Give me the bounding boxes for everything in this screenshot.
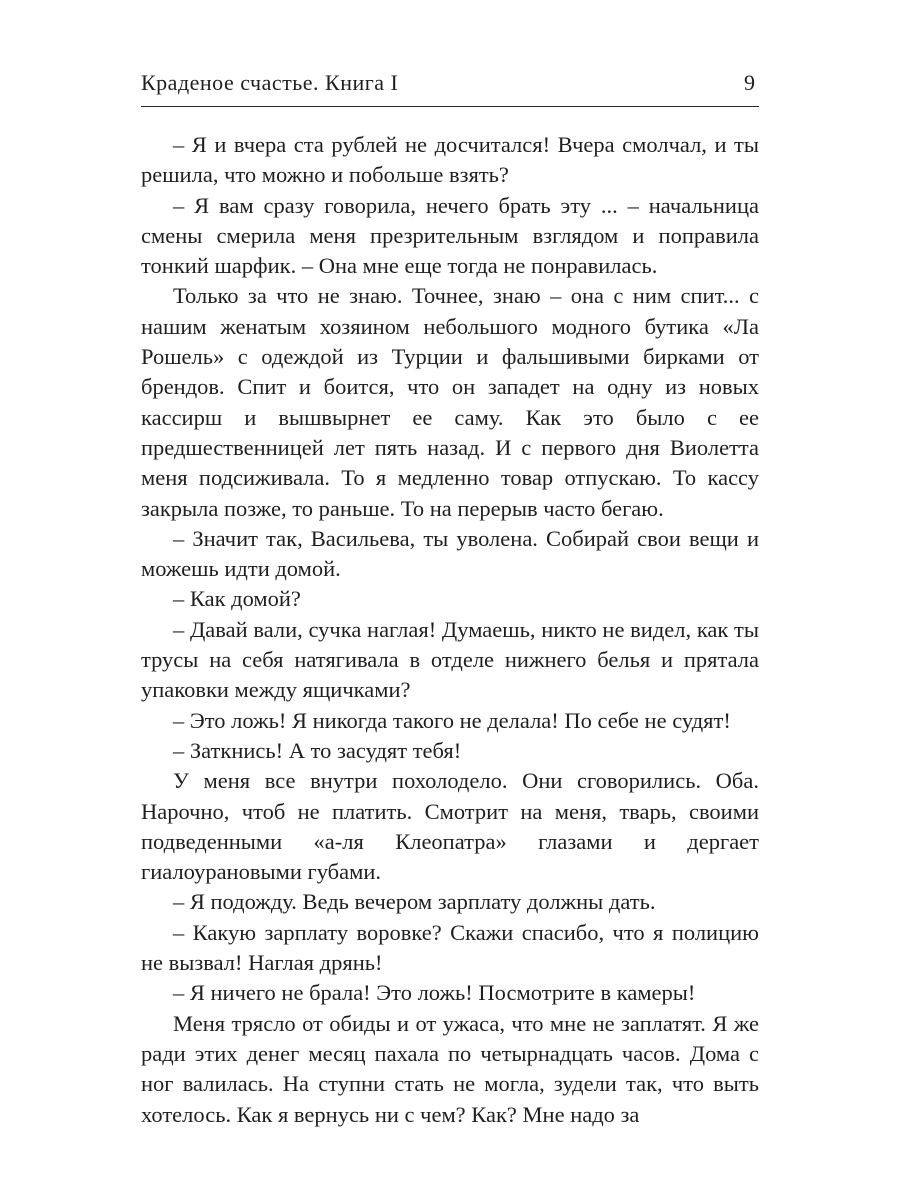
paragraph: – Я вам сразу говорила, нечего брать эту ... – начальница смены смерила меня презрительным взглядом и поправила тонкий шарфик. – Она мне еще тогда не понравилась.	[141, 192, 759, 279]
running-title: Краденое счастье. Книга I	[141, 70, 399, 95]
paragraph: – Значит так, Васильева, ты уволена. Собирай свои вещи и можешь идти домой.	[141, 525, 759, 582]
paragraph: – Я ничего не брала! Это ложь! Посмотрите в камеры!	[173, 980, 696, 1006]
paragraph: – Я подожду. Ведь вечером зарплату должны дать.	[173, 889, 656, 915]
header-rule	[141, 106, 759, 107]
body-text	[141, 130, 759, 1130]
paragraph: Только за что не знаю. Точнее, знаю – она с ним спит... с нашим женатым хозяином небольшого модного бутика «Ла Рошель» с одеждой из Турции и фальшивыми бирками от брендов. Спит и боится, что он западет на одну из новых кассирш и вышвырнет ее саму. Как это было с ее предшественницей лет пять назад. И с первого дня Виолетта меня подсиживала. То я медленно товар отпускаю. То кассу закрыла позже, то раньше. То на перерыв часто бегаю.	[141, 283, 759, 521]
paragraph: – Давай вали, сучка наглая! Думаешь, никто не видел, как ты трусы на себя натягивала в отделе нижнего белья и прятала упаковки между ящичками?	[141, 616, 759, 703]
paragraph: – Какую зарплату воровке? Скажи спасибо, что я полицию не вызвал! Наглая дрянь!	[141, 919, 759, 976]
page-header	[141, 70, 759, 102]
paragraph: – Заткнись! А то засудят тебя!	[173, 737, 462, 763]
paragraph: – Я и вчера ста рублей не досчитался! Вчера смолчал, и ты решила, что можно и побольше взять?	[141, 132, 759, 188]
paragraph: – Как домой?	[173, 586, 301, 612]
paragraph: У меня все внутри похолодело. Они сговорились. Оба. Нарочно, чтоб не платить. Смотрит на меня, тварь, своими подведенными «а-ля Клеопатра» глазами и дергает гиалоурановыми губами.	[141, 768, 759, 885]
paragraph: – Это ложь! Я никогда такого не делала! По себе не судят!	[173, 707, 731, 733]
paragraph: Меня трясло от обиды и от ужаса, что мне не заплатят. Я же ради этих денег месяц пахала по четырнадцать часов. Дома с ног валилась. На ступни стать не могла, зудели так, что выть хотелось. Как я вернусь ни с чем? Как? Мне надо за	[141, 1010, 759, 1127]
page-number: 9	[744, 70, 755, 95]
